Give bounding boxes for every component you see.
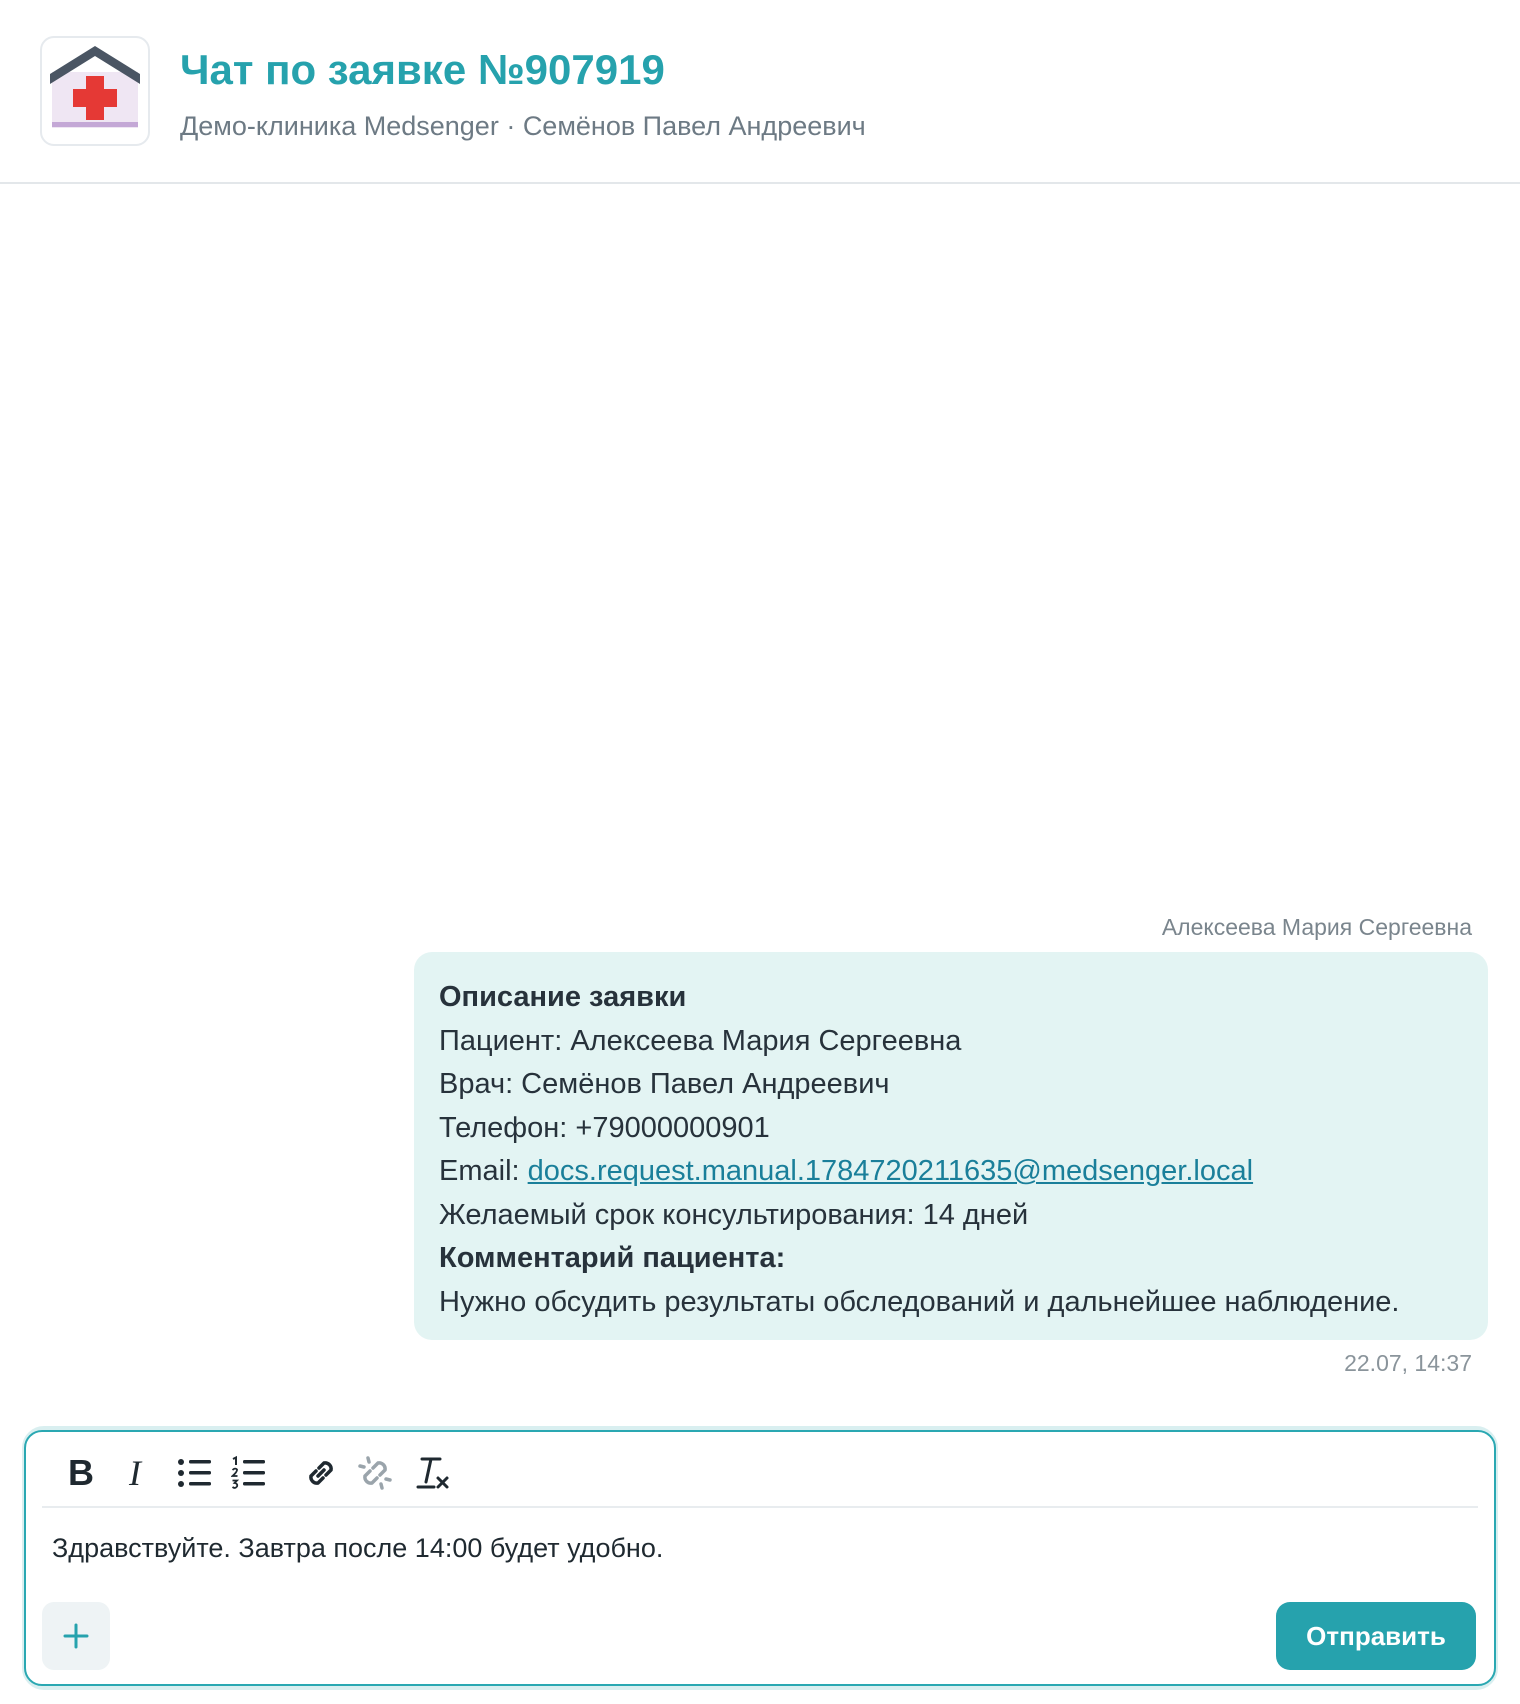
request-heading: Описание заявки xyxy=(439,981,687,1013)
message-bubble xyxy=(414,952,1488,1340)
italic-button[interactable] xyxy=(112,1450,158,1496)
editor-toolbar xyxy=(42,1442,1478,1508)
doctor-line: Врач: Семёнов Павел Андреевич xyxy=(439,1068,890,1100)
email-label: Email: xyxy=(439,1155,528,1187)
bullet-list-icon xyxy=(177,1455,213,1491)
page-title: Чат по заявке №907919 xyxy=(180,46,665,93)
bullet-list-button[interactable] xyxy=(172,1450,218,1496)
clear-format-button[interactable] xyxy=(410,1450,456,1496)
link-button[interactable] xyxy=(298,1450,344,1496)
numbered-list-button[interactable] xyxy=(226,1450,272,1496)
clinic-logo xyxy=(40,36,150,146)
plus-icon xyxy=(62,1622,90,1650)
clear-format-icon xyxy=(414,1454,452,1492)
bold-icon: B xyxy=(68,1452,94,1493)
term-line: Желаемый срок консультирования: 14 дней xyxy=(439,1198,1029,1231)
italic-icon: I xyxy=(129,1453,141,1493)
message-composer xyxy=(24,1430,1496,1686)
numbered-list-icon xyxy=(231,1455,267,1491)
clinic-house-icon xyxy=(42,38,148,144)
link-icon xyxy=(302,1454,340,1492)
bold-button[interactable] xyxy=(58,1450,104,1496)
message-input[interactable]: Здравствуйте. Завтра после 14:00 будет удобно. xyxy=(52,1533,664,1563)
email-line xyxy=(439,1150,1464,1194)
attach-button[interactable] xyxy=(42,1602,110,1670)
message-author: Алексеева Мария Сергеевна xyxy=(1161,914,1472,940)
unlink-icon xyxy=(356,1454,394,1492)
chat-header xyxy=(0,0,1520,184)
page-subtitle: Демо-клиника Medsenger · Семёнов Павел Андреевич xyxy=(180,111,866,141)
send-button[interactable]: Отправить xyxy=(1276,1602,1476,1670)
phone-line: Телефон: +79000000901 xyxy=(439,1111,770,1144)
email-link[interactable]: docs.request.manual.1784720211635@medsenger.local xyxy=(527,1155,1254,1187)
unlink-button[interactable] xyxy=(352,1450,398,1496)
patient-line: Пациент: Алексеева Мария Сергеевна xyxy=(439,1024,962,1057)
comment-text: Нужно обсудить результаты обследований и дальнейшее наблюдение. xyxy=(439,1285,1400,1318)
comment-heading: Комментарий пациента: xyxy=(439,1242,786,1274)
message-time: 22.07, 14:37 xyxy=(1344,1350,1472,1376)
